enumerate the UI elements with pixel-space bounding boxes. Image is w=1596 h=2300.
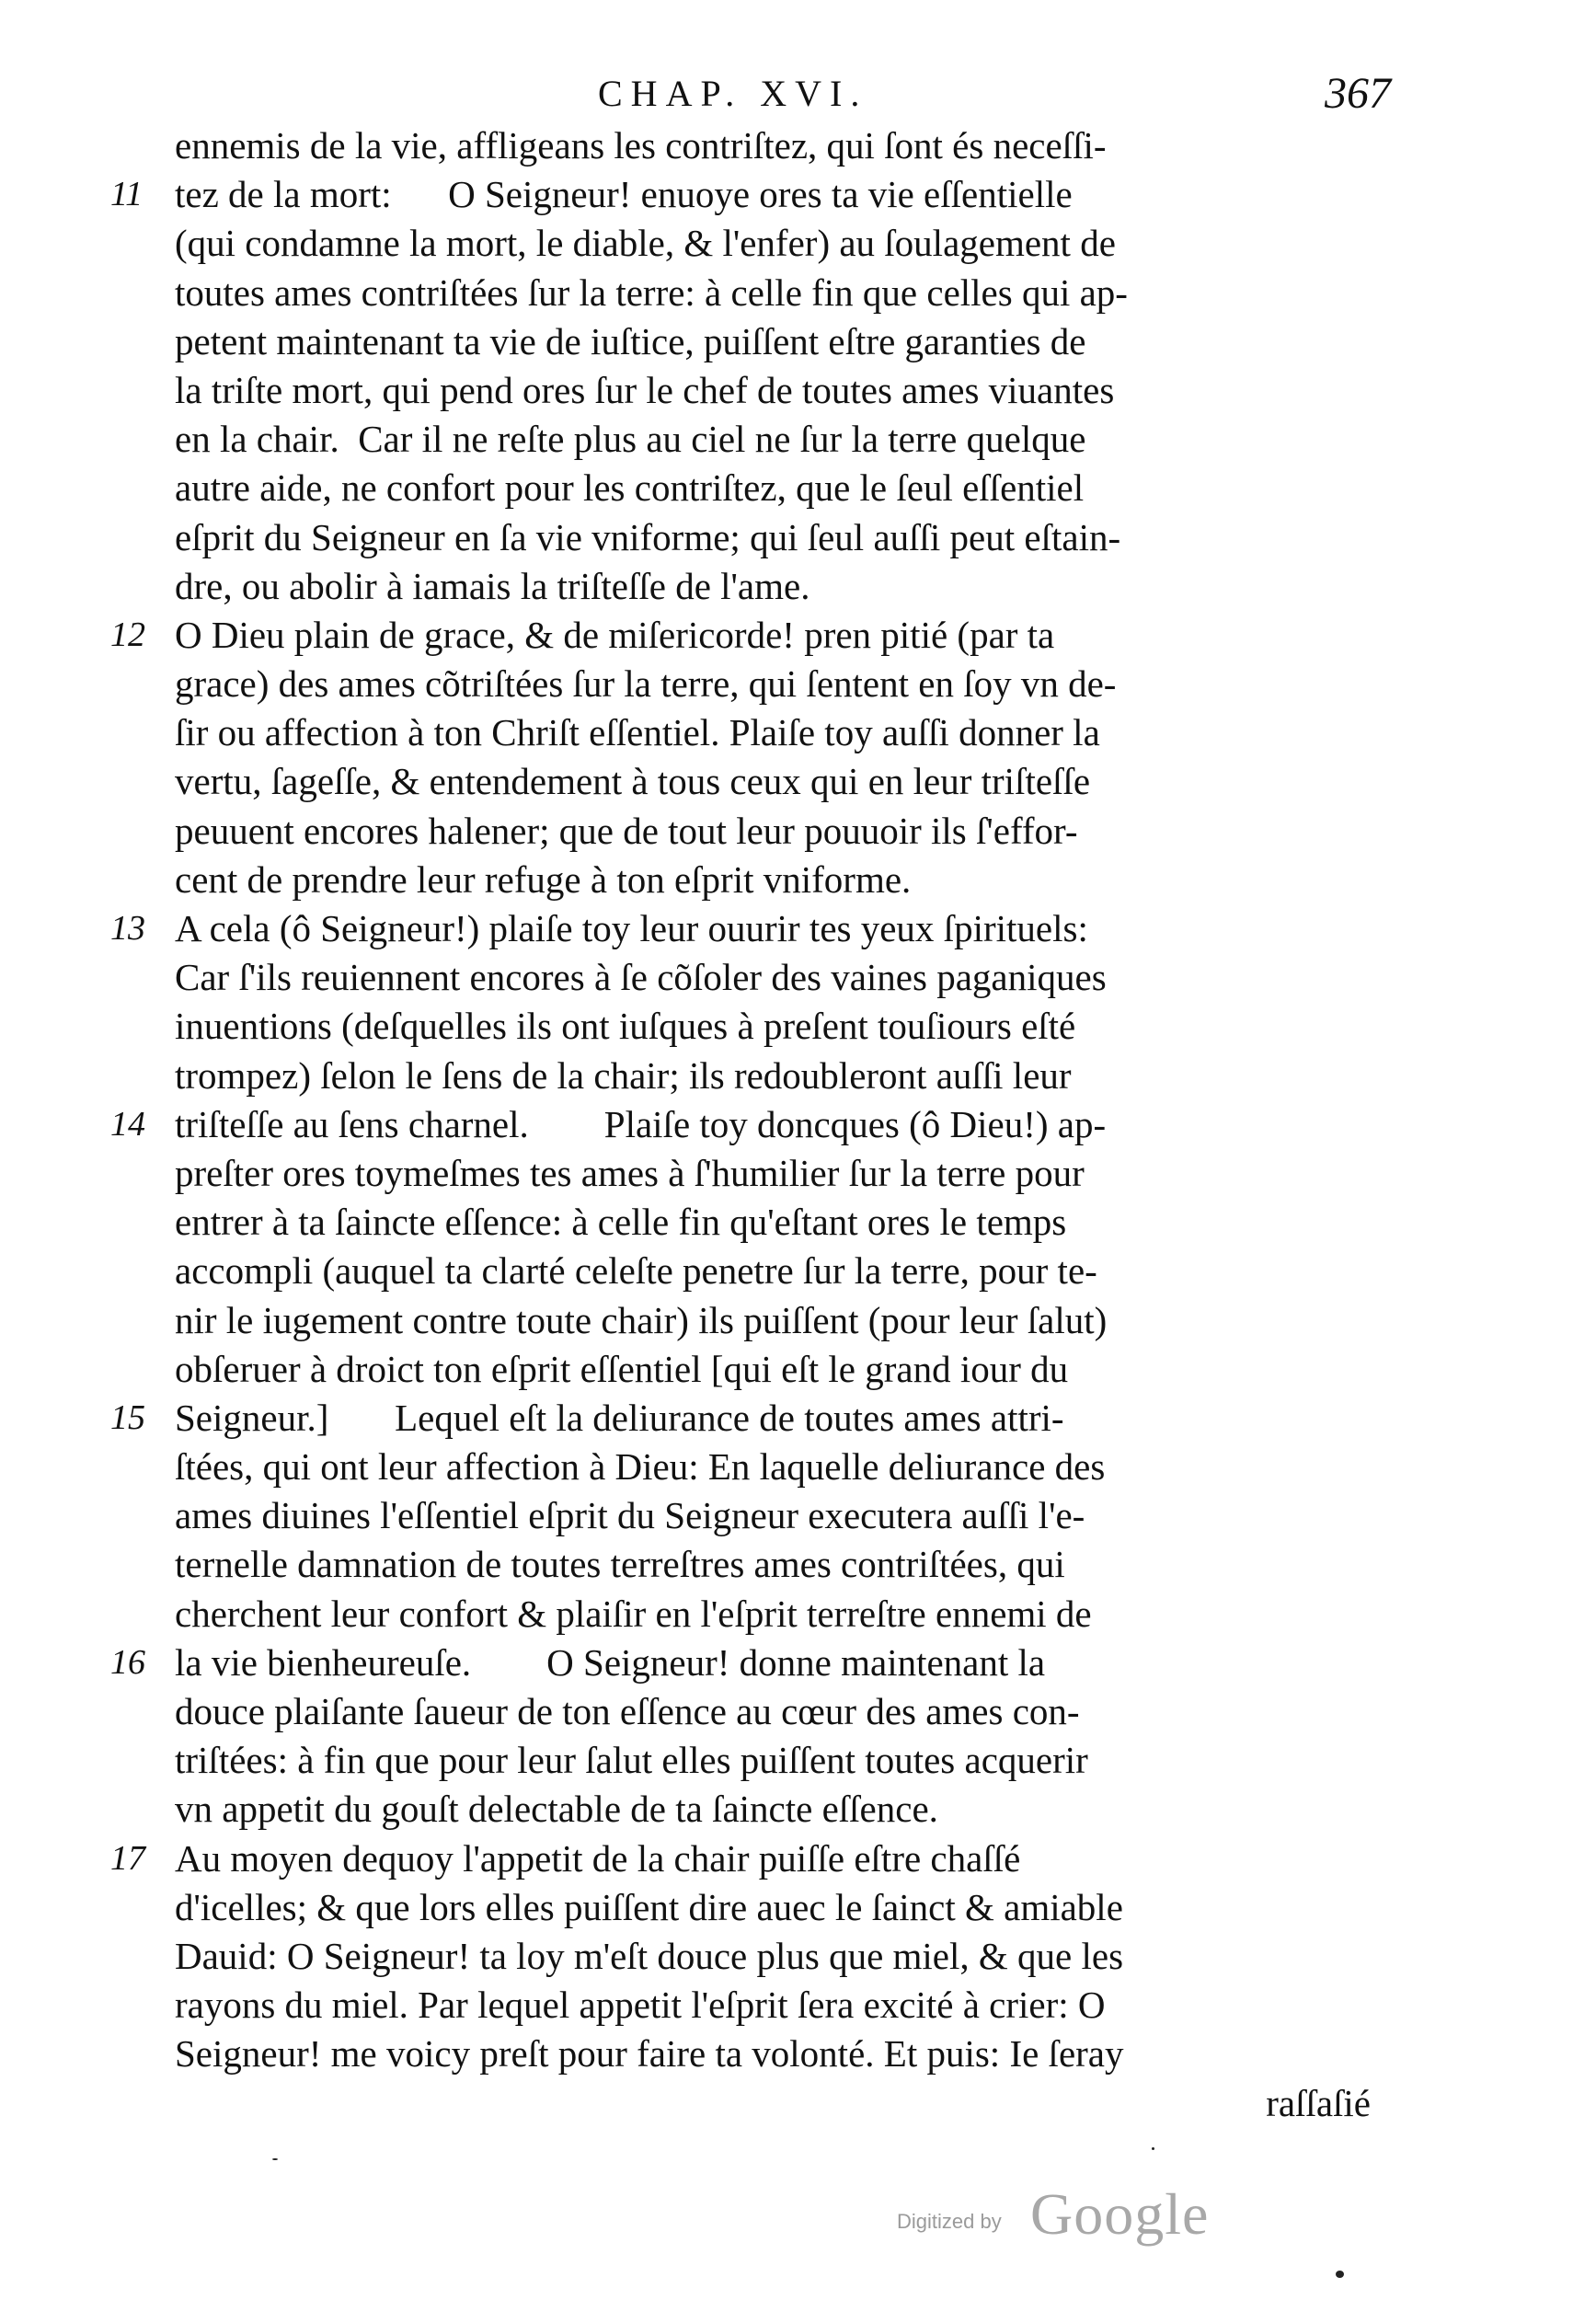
text-line <box>110 1149 1371 1198</box>
text-line <box>110 2030 1371 2078</box>
text-line <box>110 856 1371 904</box>
text-line <box>110 1002 1371 1051</box>
text-line <box>110 807 1371 856</box>
digitized-label: Digitized by <box>897 2210 1002 2233</box>
body-text <box>110 121 1371 2128</box>
text-line <box>110 1981 1371 2030</box>
verse-number: 14 <box>110 1104 145 1144</box>
google-logo: Google <box>1030 2181 1210 2247</box>
verse-number: 12 <box>110 615 145 654</box>
text-line <box>110 1296 1371 1345</box>
text-line <box>110 1736 1371 1785</box>
text-line <box>110 757 1371 806</box>
running-head: CHAP. XVI. <box>598 73 868 114</box>
line-text: nir le iugement contre toute chair) ils puiſſent (pour leur ſalut) <box>175 1298 1108 1341</box>
line-text: triſteſſe au ſens charnel. Plaiſe toy doncques (ô Dieu!) ap- <box>175 1102 1107 1145</box>
text-line <box>110 708 1371 757</box>
line-text: autre aide, ne confort pour les contriſtez, que le ſeul eſſentiel <box>175 466 1085 510</box>
text-line <box>110 1491 1371 1540</box>
catchword: raſſaſié <box>1266 2081 1371 2124</box>
line-text: eſprit du Seigneur en ſa vie vniforme; qui ſeul auſſi peut eſtain- <box>175 515 1121 558</box>
text-line <box>110 1785 1371 1834</box>
line-text: tez de la mort: O Seigneur! enuoye ores ta vie eſſentielle <box>175 173 1073 216</box>
line-text: ſtées, qui ont leur affection à Dieu: En laquelle deliurance des <box>175 1445 1106 1489</box>
line-text: rayons du miel. Par lequel appetit l'eſprit ſera excité à crier: O <box>175 1984 1106 2027</box>
ink-speck <box>1152 2147 1154 2150</box>
line-text: cent de prendre leur refuge à ton eſprit vniforme. <box>175 857 912 901</box>
line-text: Car ſ'ils reuiennent encores à ſe cõſoler des vaines paganiques <box>175 956 1107 999</box>
line-text: Seigneur! me voicy preſt pour faire ta volonté. Et puis: Ie ſeray <box>175 2032 1124 2076</box>
text-line <box>110 1883 1371 1932</box>
line-text: Dauid: O Seigneur! ta loy m'eſt douce plus que miel, & que les <box>175 1934 1124 1977</box>
line-text: vertu, ſageſſe, & entendement à tous ceux qui en leur triſteſſe <box>175 760 1091 803</box>
text-line <box>110 170 1371 219</box>
line-text: douce plaiſante ſaueur de ton eſſence au cœur des ames con- <box>175 1690 1080 1732</box>
line-text: triſtées: à fin que pour leur ſalut elles puiſſent toutes acquerir <box>175 1739 1088 1782</box>
line-text: A cela (ô Seigneur!) plaiſe toy leur ouurir tes yeux ſpirituels: <box>175 907 1088 949</box>
line-text: grace) des ames cõtriſtées ſur la terre, qui ſentent en ſoy vn de- <box>175 662 1117 706</box>
text-line <box>110 415 1371 464</box>
text-line <box>110 1345 1371 1394</box>
verse-number: 17 <box>110 1838 145 1878</box>
line-text: petent maintenant ta vie de iuſtice, puiſſent eſtre garanties de <box>175 319 1086 362</box>
line-text: ternelle damnation de toutes terreſtres ames contriſtées, qui <box>175 1543 1065 1586</box>
digitization-watermark <box>897 2180 1228 2254</box>
line-text: (qui condamne la mort, le diable, & l'enfer) au ſoulagement de <box>175 222 1116 265</box>
text-line <box>110 219 1371 268</box>
text-line <box>110 660 1371 708</box>
text-line <box>110 1540 1371 1589</box>
line-text: dre, ou abolir à iamais la triſteſſe de l'ame. <box>175 564 810 607</box>
text-line <box>110 953 1371 1002</box>
line-text: vn appetit du gouſt delectable de ta ſaincte eſſence. <box>175 1788 938 1831</box>
line-text: accompli (auquel ta clarté celeſte penetre ſur la terre, pour te- <box>175 1249 1097 1293</box>
text-line <box>110 1932 1371 1981</box>
line-text: preſter ores toymeſmes tes ames à ſ'humilier ſur la terre pour <box>175 1151 1085 1194</box>
line-text: entrer à ta ſaincte eſſence: à celle fin qu'eſtant ores le temps <box>175 1201 1067 1244</box>
text-line <box>110 1590 1371 1639</box>
line-text: obſeruer à droict ton eſprit eſſentiel [qui eſt le grand iour du <box>175 1347 1069 1390</box>
line-text: d'icelles; & que lors elles puiſſent dire auec le ſainct & amiable <box>175 1885 1123 1928</box>
line-text: cherchent leur confort & plaiſir en l'eſprit terreſtre ennemi de <box>175 1592 1092 1635</box>
text-line <box>110 1443 1371 1491</box>
text-line <box>110 464 1371 512</box>
catchword-line <box>110 2079 1371 2128</box>
line-text: toutes ames contriſtées ſur la terre: à celle fin que celles qui ap- <box>175 270 1128 314</box>
line-text: ennemis de la vie, affligeans les contriſtez, qui ſont és neceſſi- <box>175 124 1107 167</box>
text-line <box>110 611 1371 660</box>
line-text: ames diuines l'eſſentiel eſprit du Seigneur executera auſſi l'e- <box>175 1494 1085 1537</box>
text-line <box>110 1100 1371 1149</box>
line-text: ſir ou affection à ton Chriſt eſſentiel. Plaiſe toy auſſi donner la <box>175 711 1100 754</box>
text-line <box>110 1834 1371 1883</box>
line-text: O Dieu plain de grace, & de miſericorde! pren pitié (par ta <box>175 613 1055 656</box>
verse-number: 11 <box>110 175 144 214</box>
line-text: inuentions (deſquelles ils ont iuſques à preſent touſiours eſté <box>175 1005 1076 1048</box>
line-text: la vie bienheureuſe. O Seigneur! donne maintenant la <box>175 1640 1046 1684</box>
text-line <box>110 1247 1371 1295</box>
text-line <box>110 1394 1371 1443</box>
line-text: Au moyen dequoy l'appetit de la chair puiſſe eſtre chaſſé <box>175 1836 1021 1880</box>
text-line <box>110 904 1371 953</box>
ink-speck <box>1336 2271 1344 2278</box>
page-number: 367 <box>1325 69 1391 118</box>
line-text: peuuent encores halener; que de tout leur pouuoir ils ſ'effor- <box>175 809 1078 852</box>
text-line <box>110 562 1371 611</box>
verse-number: 15 <box>110 1397 145 1437</box>
text-line <box>110 1639 1371 1687</box>
line-text: la triſte mort, qui pend ores ſur le chef de toutes ames viuantes <box>175 368 1115 411</box>
text-line <box>110 121 1371 170</box>
text-line <box>110 513 1371 562</box>
ink-speck <box>272 2158 278 2160</box>
text-line <box>110 1198 1371 1247</box>
line-text: en la chair. Car il ne reſte plus au ciel ne ſur la terre quelque <box>175 418 1086 461</box>
verse-number: 13 <box>110 909 145 948</box>
line-text: trompez) ſelon le ſens de la chair; ils redoubleront auſſi leur <box>175 1053 1072 1097</box>
text-line <box>110 269 1371 317</box>
verse-number: 16 <box>110 1642 145 1682</box>
text-line <box>110 1687 1371 1736</box>
text-line <box>110 1052 1371 1100</box>
page-header <box>0 69 1596 127</box>
text-line <box>110 366 1371 415</box>
text-line <box>110 317 1371 366</box>
line-text: Seigneur.] Lequel eſt la deliurance de toutes ames attri- <box>175 1396 1064 1439</box>
